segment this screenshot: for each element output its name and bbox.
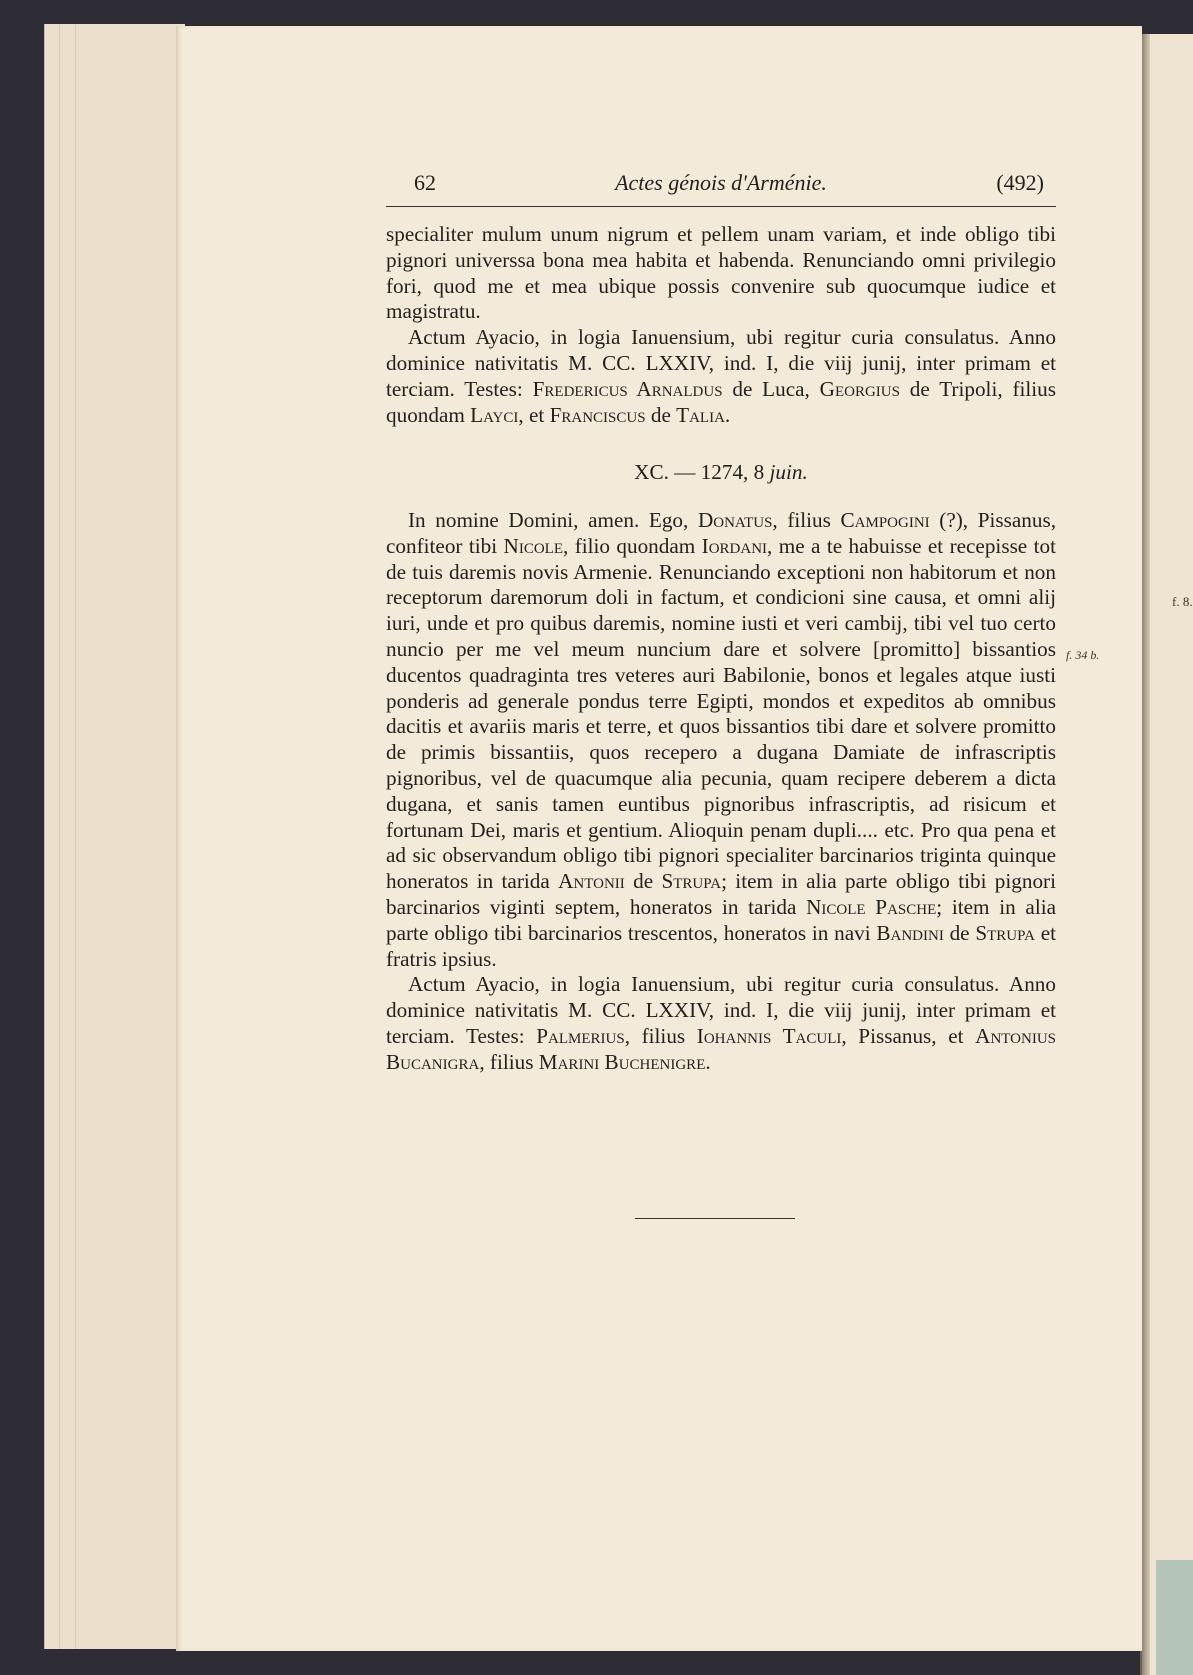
text-block-continuation bbox=[386, 222, 1056, 428]
right-page-edge bbox=[1140, 34, 1193, 1675]
running-title: Actes génois d'Arménie. bbox=[615, 170, 827, 195]
page-number: 62 bbox=[414, 170, 436, 195]
document-reference: (492) bbox=[996, 170, 1044, 195]
running-header bbox=[386, 160, 1056, 207]
margin-note-right-edge: f. 8. bbox=[1172, 594, 1193, 609]
text-block-document-xc bbox=[386, 508, 1056, 1076]
paragraph-actum-2: Actum Ayacio, in logia Ianuensium, ubi regitur curia consulatus. Anno dominice nativitatis M. CC. LXXIV, ind. I, die viij junij, inter primam et terciam. Testes: Palmerius, filius Iohannis Taculi, Pissanus, et Antonius Bucanigra, filius Marini Buchenigre. bbox=[386, 972, 1057, 1074]
closing-rule bbox=[635, 1218, 795, 1219]
left-page-stack bbox=[44, 24, 185, 1649]
paragraph-actum-1: Actum Ayacio, in logia Ianuensium, ubi regitur curia consulatus. Anno dominice nativitatis M. CC. LXXIV, ind. I, die viij junij, inter primam et terciam. Testes: Fredericus Arnaldus de Luca, Georgius de Tripoli, filius quondam Layci, et Franciscus de Talia. bbox=[386, 325, 1056, 427]
margin-note-folio: f. 34 b. bbox=[1066, 648, 1100, 662]
section-heading: XC. — 1274, 8 juin. bbox=[634, 460, 808, 484]
paragraph-continuation: specialiter mulum unum nigrum et pellem unam variam, et inde obligo tibi pignori universsa bona mea habita et habenda. Renunciando omni privilegio fori, quod me et mea ubique possis convenire sub quocumque iudice et magistratu. bbox=[386, 222, 1056, 324]
paragraph-main-act: In nomine Domini, amen. Ego, Donatus, filius Campogini (?), Pissanus, confiteor tibi Nicole, filio quondam Iordani, me a te habuisse et recepisse tot de tuis daremis novis Armenie. Renunciando exceptioni non habitorum et non receptorum daremorum doli in factum, et condicioni sine causa, et omni alij iuri, unde et pro quibus daremis, nomine iusti et veri cambij, tibi vel tuo certo nuncio per me vel meum nuncium dare et solvere [promitto] bissantios ducentos quadraginta tres veteres auri Babilonie, bonos et legales atque iusti ponderis ad generale pondus terre Egipti, mondos et expeditos ab omnibus dacitis et avariis maris et terre, et quos bissantios tibi dare et solvere promitto de primis bissantiis, quos recepero a dugana Damiate de infrascriptis pignoribus, vel de quacumque alia pecunia, quam recipere deberem a dicta dugana, et sanis tamen euntibus pignoribus infrascriptis, ad risicum et fortunam Dei, maris et gentium. Alioquin penam dupli.... etc. Pro qua pena et ad sic observandum obligo tibi pignori specialiter barcinarios triginta quinque honeratos in tarida Antonii de Strupa; item in alia parte obligo tibi pignori barcinarios viginti septem, honeratos in tarida Nicole Pasche; item in alia parte obligo tibi barcinarios trescentos, honeratos in navi Bandini de Strupa et fratris ipsius. bbox=[386, 508, 1057, 971]
